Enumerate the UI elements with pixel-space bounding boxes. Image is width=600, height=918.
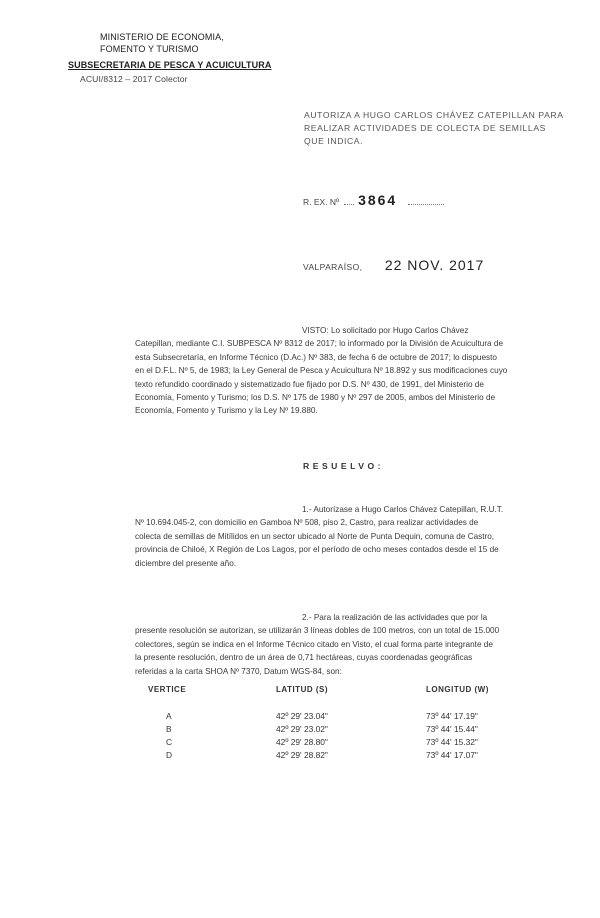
vertice-cell: A <box>166 710 172 721</box>
resolution-point-2 <box>135 611 540 678</box>
longitud-cell: 73º 44' 17.19" <box>426 710 478 721</box>
coordinates-header-row <box>148 685 546 710</box>
resolution-number-label: R. EX. Nº <box>303 197 340 207</box>
subject-line-3: QUE INDICA. <box>304 136 364 146</box>
resuelvo-heading: RESUELVO: <box>303 461 384 471</box>
visto-line: Economía, Fomento y Turismo y la Ley Nº 19.880. <box>135 406 318 416</box>
visto-line: esta Subsecretaría, en Informe Técnico (D.Ac.) Nº 383, de fecha 6 de octubre de 2017; lo dispuesto <box>135 352 497 362</box>
point2-line: colectores, según se indica en el Informe Técnico citado en Visto, el cual forma parte integrante de <box>135 639 493 649</box>
vertice-cell: C <box>166 736 173 747</box>
resolution-number-block <box>303 192 444 210</box>
date-place: VALPARAÍSO, <box>303 262 363 272</box>
visto-line: Catepillan, mediante C.I. SUBPESCA Nº 8312 de 2017; lo informado por la División de Acuicultura de <box>135 339 503 349</box>
resolution-subject <box>304 109 564 148</box>
point1-line: Nº 10.694.045-2, con domicilio en Gamboa Nº 508, piso 2, Castro, para realizar actividades de <box>135 518 479 528</box>
visto-line: en el D.F.L. Nº 5, de 1983; la Ley General de Pesca y Acuicultura Nº 18.892 y sus modificaciones cuyo <box>135 366 508 376</box>
visto-line: Economía, Fomento y Turismo; los D.S. Nº 175 de 1980 y Nº 297 de 2005, ambos del Ministerio de <box>135 393 496 403</box>
longitud-cell: 73º 44' 17.07" <box>426 750 478 761</box>
header-reference: ACUI/8312 – 2017 Colector <box>80 74 188 84</box>
visto-line: texto refundido coordinado y sistematizado fue fijado por D.S. Nº 430, de 1991, del Ministerio de <box>135 379 484 389</box>
coordinates-table <box>148 685 546 763</box>
date-block <box>303 257 484 275</box>
latitud-cell: 42º 29' 23.02" <box>276 723 328 734</box>
table-row <box>148 710 546 723</box>
header-vertice: VERTICE <box>148 685 187 694</box>
header-longitud: LONGITUD (W) <box>426 685 489 694</box>
table-row <box>148 750 546 763</box>
vertice-cell: B <box>166 723 172 734</box>
latitud-cell: 42º 29' 28.82" <box>276 750 328 761</box>
vertice-cell: D <box>166 750 173 761</box>
point2-line: presente resolución se autorizan, se utilizarán 3 líneas dobles de 100 metros, con un total de 15.000 <box>135 626 500 636</box>
header-latitud: LATITUD (S) <box>276 685 329 694</box>
point1-line: provincia de Chiloé, X Región de Los Lagos, por el período de ocho meses contados desde el 15 de <box>135 545 499 555</box>
resolution-point-1 <box>135 503 540 570</box>
table-row <box>148 723 546 736</box>
table-row <box>148 736 546 749</box>
date-stamp: 22 NOV. 2017 <box>384 257 485 273</box>
visto-line: VISTO: Lo solicitado por Hugo Carlos Chávez <box>302 326 469 335</box>
resolution-number: 3864 <box>358 192 398 208</box>
longitud-cell: 73º 44' 15.44" <box>426 723 478 734</box>
header-line-2: FOMENTO Y TURISMO <box>100 44 199 54</box>
visto-paragraph <box>135 324 540 418</box>
latitud-cell: 42º 29' 28.80" <box>276 736 328 747</box>
point2-line: la presente resolución, dentro de un área de 0,71 hectáreas, cuyas coordenadas geográficas <box>135 653 473 663</box>
point1-line: 1.- Autorízase a Hugo Carlos Chávez Catepillan, R.U.T. <box>302 505 504 514</box>
subject-line-2: REALIZAR ACTIVIDADES DE COLECTA DE SEMILLAS <box>304 123 546 133</box>
header-subsecretaria: SUBSECRETARIA DE PESCA Y ACUICULTURA <box>68 60 272 70</box>
ministry-header <box>100 31 224 55</box>
header-line-1: MINISTERIO DE ECONOMIA, <box>100 32 224 42</box>
point1-line: diciembre del presente año. <box>135 558 237 568</box>
latitud-cell: 42º 29' 23.04" <box>276 710 328 721</box>
longitud-cell: 73º 44' 15.32" <box>426 736 478 747</box>
point1-line: colecta de semillas de Mitílidos en un sector ubicado al Norte de Punta Dequin, comuna de Castro, <box>135 531 495 541</box>
subject-line-1: AUTORIZA A HUGO CARLOS CHÁVEZ CATEPILLAN PARA <box>304 110 564 120</box>
point2-line: referidas a la carta SHOA Nº 7370, Datum WGS-84, son: <box>135 666 342 676</box>
point2-line: 2.- Para la realización de las actividades que por la <box>302 613 488 622</box>
